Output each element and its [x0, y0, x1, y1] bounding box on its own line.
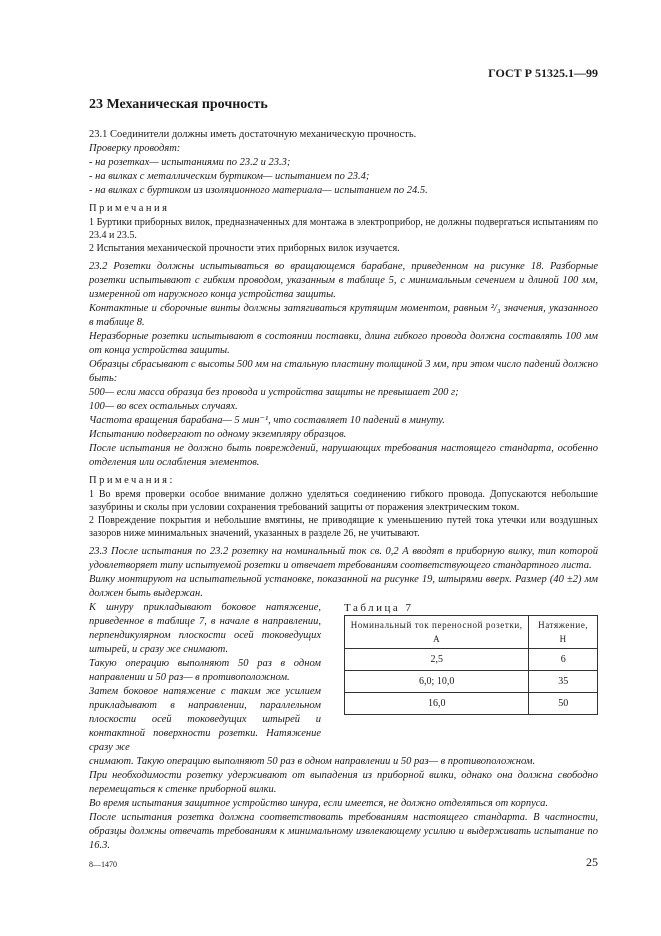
table-row: [345, 649, 598, 671]
paragraph: Вилку монтируют на испытательной установке, показанной на рисунке 19, штырями вверх. Размер (40 ±2) мм должен быть выдержан.: [89, 574, 598, 599]
note: 2 Испытания механической прочности этих приборных вилок изучается.: [89, 243, 400, 254]
column-header: Натяжение, Н: [529, 616, 598, 649]
note: 2 Повреждение покрытия и небольшие вмятины, не приводящие к уменьшению путей тока утечки или воздушных зазоров ниже минимальных значений, указанных в разделе 26, не учитывают.: [89, 515, 598, 539]
notes-heading: Примечания: [89, 203, 170, 214]
table-cell: 2,5: [345, 649, 529, 671]
list-item: - на вилках с буртиком из изоляционного материала— испытанием по 24.5.: [89, 185, 428, 196]
paragraph: Такую операцию выполняют 50 раз в одном направлении и 50 раз— в противоположном.: [89, 658, 321, 683]
table-cell: 6: [529, 649, 598, 671]
table-cell: 35: [529, 671, 598, 693]
table-row: [345, 671, 598, 693]
paragraph: После испытания не должно быть повреждений, нарушающих требования настоящего стандарта, особенно отделения или ослабления элементов.: [89, 443, 598, 468]
paragraph: Частота вращения барабана— 5 мин⁻¹, что составляет 10 падений в минуту.: [89, 415, 445, 426]
paragraph: К шнуру прикладывают боковое натяжение, приведенное в таблице 7, в начале в направлении, перпендикулярном плоскости осей токоведущих штырей, и сразу же снимают.: [89, 602, 321, 655]
paragraph: Проверку проводят:: [89, 143, 181, 154]
paragraph: Испытанию подвергают по одному экземпляру образцов.: [89, 429, 347, 440]
paragraph: Образцы сбрасывают с высоты 500 мм на стальную пластину толщиной 3 мм, при этом число падений должно быть:: [89, 359, 598, 384]
page-number: 25: [586, 855, 598, 869]
list-item: - на вилках с металлическим буртиком— испытанием по 23.4;: [89, 171, 370, 182]
section-title: 23 Механическая прочность: [89, 97, 268, 112]
table-caption: Таблица 7: [344, 602, 414, 614]
paragraph: Во время испытания защитное устройство шнура, если имеется, не должно отделяться от корпуса.: [89, 798, 549, 809]
paragraph: снимают. Такую операцию выполняют 50 раз в одном направлении и 50 раз— в противоположном.: [89, 756, 536, 767]
print-code: 8—1470: [89, 860, 117, 869]
wrapped-text-column: [89, 601, 321, 755]
note: 1 Во время проверки особое внимание должно уделяться соединению гибкого провода. Допускаются небольшие зазубрины и сколы при условии сохранения требований защиты от поражения электрическим током.: [89, 489, 598, 513]
table-wrap-section: [89, 601, 598, 755]
table-7: [344, 601, 598, 715]
table-cell: 16,0: [345, 693, 529, 715]
document-id: ГОСТ Р 51325.1—99: [488, 66, 598, 80]
paragraph: 100— во всех остальных случаях.: [89, 401, 238, 412]
paragraph: Затем боковое натяжение с таким же усилием прикладывают в направлении, параллельном плоскости осей токоведущих штырей и контактной поверхности розетки. Натяжение сразу же: [89, 686, 321, 753]
data-table: [344, 615, 598, 715]
column-header: Номинальный ток переносной розетки, А: [345, 616, 529, 649]
list-item: - на розетках— испытаниями по 23.2 и 23.3;: [89, 157, 291, 168]
paragraph: После испытания розетка должна соответствовать требованиям настоящего стандарта. В частности, образцы должны отвечать требованиям к минимальному извлекающему усилию и выдерживать испытание по 16.3.: [89, 812, 598, 851]
paragraph: Неразборные розетки испытывают в состоянии поставки, длина гибкого провода должна составлять 100 мм от конца устройства защиты.: [89, 331, 598, 356]
paragraph: При необходимости розетку удерживают от выпадения из приборной вилки, однако она должна свободно перемещаться к стенке приборной вилки.: [89, 770, 598, 795]
paragraph: 500— если масса образца без провода и устройства защиты не превышает 200 г;: [89, 387, 459, 398]
paragraph: 23.2 Розетки должны испытываться во вращающемся барабане, приведенном на рисунке 18. Разборные розетки испытывают с гибким проводом, указанным в таблице 5, с минимальным сечением и длиной 100 мм, измеренной от наружного конца устройства защиты.: [89, 261, 598, 300]
note: 1 Буртики приборных вилок, предназначенных для монтажа в электроприбор, не должны подвергаться испытаниям по 23.4 и 23.5.: [89, 217, 598, 241]
table-header-row: [345, 616, 598, 649]
table-cell: 6,0; 10,0: [345, 671, 529, 693]
paragraph: 23.1 Соединители должны иметь достаточную механическую прочность.: [89, 129, 417, 140]
notes-heading: Примечания:: [89, 475, 175, 486]
paragraph: 23.3 После испытания по 23.2 розетку на номинальный ток св. 0,2 А вводят в приборную вилку, тип которой удовлетворяет типу испытуемой розетки и отвечает требованиям соответствующего стандартного листа.: [89, 546, 598, 571]
table-cell: 50: [529, 693, 598, 715]
document-body: [89, 128, 598, 853]
paragraph: Контактные и сборочные винты должны затягиваться крутящим моментом, равным ²/₃ значения, указанного в таблице 8.: [89, 303, 598, 328]
table-row: [345, 693, 598, 715]
